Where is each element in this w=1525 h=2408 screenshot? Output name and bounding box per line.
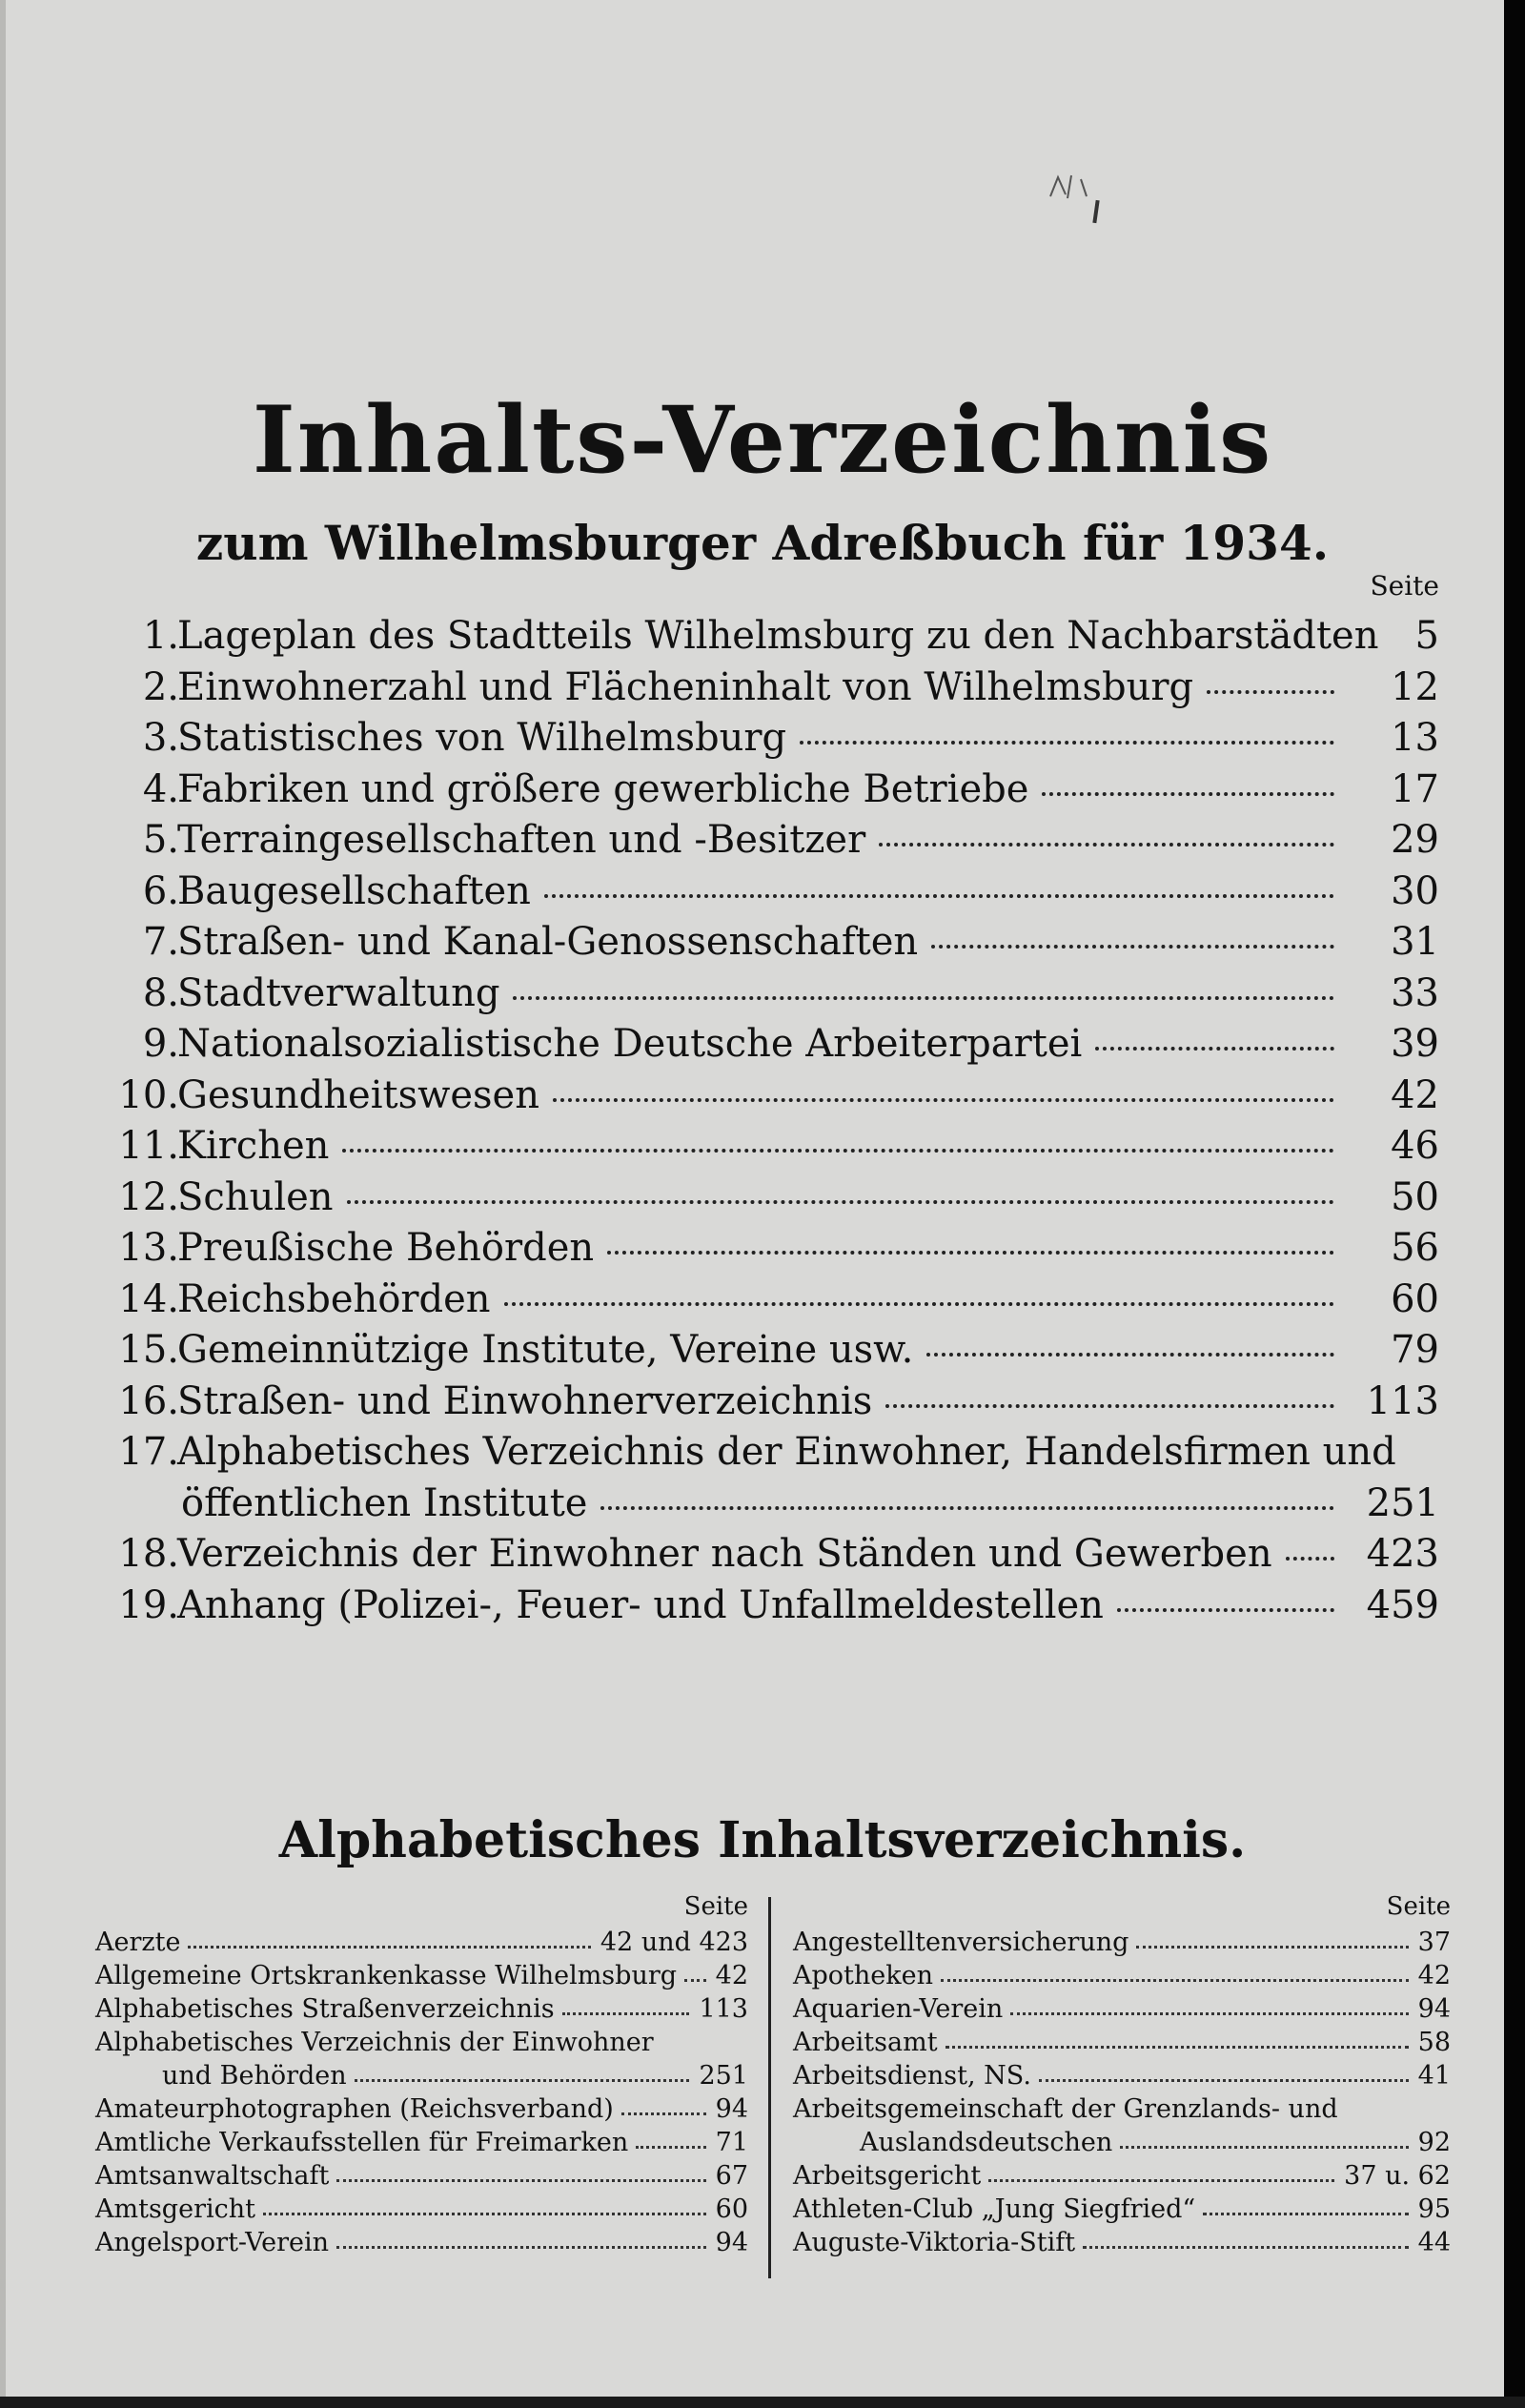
index-entry-page: 113 <box>699 1994 748 2024</box>
toc-entry-page: 13 <box>1391 716 1439 760</box>
toc-entry-page: 42 <box>1391 1073 1439 1117</box>
index-entry-title: Amateurphotographen (Reichsverband) <box>95 2094 614 2124</box>
toc-leader-dots <box>347 1200 1334 1204</box>
toc-entry-title: Gemeinnützige Institute, Vereine usw. <box>177 1328 914 1372</box>
alphabetical-index-right-column <box>793 1888 1451 2259</box>
toc-entry-page: 113 <box>1366 1379 1439 1423</box>
index-leader-dots <box>636 2146 706 2149</box>
toc-entry-number: 13. <box>118 1226 179 1270</box>
index-leader-dots <box>941 1979 1409 1982</box>
toc-entry-title: Fabriken und größere gewerbliche Betriebe <box>177 767 1029 811</box>
toc-entry-number: 18. <box>118 1532 179 1576</box>
toc-entry-title: Statistisches von Wilhelmsburg <box>177 716 787 760</box>
index-entry-title: und Behörden <box>162 2061 347 2091</box>
index-entry-page: 94 <box>715 2094 748 2124</box>
index-entry-title: Arbeitsgericht <box>793 2161 982 2191</box>
toc-entry <box>95 1222 1439 1274</box>
toc-entry-number: 11. <box>118 1124 179 1168</box>
seite-label-left: Seite <box>683 1892 748 1921</box>
toc-entry <box>95 1120 1439 1172</box>
index-leader-dots <box>336 2179 706 2182</box>
index-entry <box>95 2193 748 2226</box>
toc-entry-page: 60 <box>1391 1277 1439 1321</box>
index-entry-page: 95 <box>1417 2194 1451 2224</box>
toc-entry-page: 12 <box>1391 665 1439 709</box>
index-entry-page: 42 <box>715 1961 748 1990</box>
toc-entry <box>95 1018 1439 1070</box>
seite-label-right: Seite <box>1386 1892 1451 1921</box>
pencil-mark <box>1048 172 1106 200</box>
index-entry <box>95 2092 748 2126</box>
index-entry-title: Arbeitsgemeinschaft der Grenzlands- und <box>793 2094 1338 2124</box>
page-left-edge <box>0 0 6 2408</box>
index-entry-page: 71 <box>715 2128 748 2157</box>
toc-entry-title: Terraingesellschaften und -Besitzer <box>177 818 866 862</box>
toc-leader-dots <box>885 1404 1334 1408</box>
toc-entry-number: 6. <box>142 869 179 913</box>
index-entry-title: Alphabetisches Verzeichnis der Einwohner <box>95 2028 654 2057</box>
index-leader-dots <box>263 2213 706 2215</box>
index-entry <box>793 1992 1451 2026</box>
toc-entry-title: Nationalsozialistische Deutsche Arbeiterpartei <box>177 1022 1083 1066</box>
toc-entry <box>95 662 1439 713</box>
index-leader-dots <box>1203 2213 1409 2215</box>
index-entry-page: 58 <box>1417 2028 1451 2057</box>
toc-entry-page: 56 <box>1391 1226 1439 1270</box>
index-entry <box>95 2159 748 2193</box>
toc-entry <box>95 866 1439 917</box>
toc-entry-title: Schulen <box>177 1175 334 1219</box>
toc-entry-title: Preußische Behörden <box>177 1226 595 1270</box>
toc-entry-page: 50 <box>1391 1175 1439 1219</box>
toc-entry-number: 8. <box>142 971 179 1015</box>
toc-entry-title: Straßen- und Einwohnerverzeichnis <box>177 1379 873 1423</box>
index-entry-page: 37 <box>1417 1928 1451 1957</box>
index-entry-page: 44 <box>1417 2228 1451 2257</box>
index-entry <box>793 1926 1451 1959</box>
index-entry-title: Amtsanwaltschaft <box>95 2161 330 2191</box>
index-entry <box>793 2193 1451 2226</box>
toc-entry-page: 30 <box>1391 869 1439 913</box>
toc-entry-page: 5 <box>1414 614 1439 658</box>
index-entry-title: Angestelltenversicherung <box>793 1928 1129 1957</box>
toc-entry-page: 423 <box>1366 1532 1439 1576</box>
index-leader-dots <box>621 2112 706 2115</box>
toc-entry-number: 10. <box>118 1073 179 1117</box>
index-leader-dots <box>562 2012 689 2015</box>
toc-leader-dots <box>544 894 1334 898</box>
index-entry-title: Arbeitsdienst, NS. <box>793 2061 1031 2091</box>
toc-entry <box>95 1580 1439 1631</box>
index-entry-page: 41 <box>1417 2061 1451 2091</box>
index-leader-dots <box>355 2079 689 2082</box>
index-entry <box>95 2126 748 2159</box>
toc-entry <box>95 1172 1439 1223</box>
toc-entry-page: 46 <box>1391 1124 1439 1168</box>
toc-entry-page: 31 <box>1391 920 1439 964</box>
toc-entry-number: 7. <box>142 920 179 964</box>
page-subtitle: zum Wilhelmsburger Adreßbuch für 1934. <box>195 515 1330 571</box>
toc-entry-number: 16. <box>118 1379 179 1423</box>
index-leader-dots <box>1010 2012 1409 2015</box>
index-entry-page: 94 <box>715 2228 748 2257</box>
toc-entry <box>95 968 1439 1019</box>
index-entry-title: Auslandsdeutschen <box>860 2128 1113 2157</box>
toc-entry-number: 3. <box>142 716 179 760</box>
toc-leader-dots <box>879 843 1334 847</box>
index-entry <box>95 1926 748 1959</box>
toc-entry-title: Alphabetisches Verzeichnis der Einwohner, Handelsfirmen und <box>177 1430 1396 1474</box>
toc-entry-title: Gesundheitswesen <box>177 1073 539 1117</box>
toc-leader-dots <box>1095 1047 1334 1051</box>
toc-entry-title: Kirchen <box>177 1124 330 1168</box>
toc-leader-dots <box>342 1149 1334 1153</box>
toc-entry <box>95 1478 1439 1529</box>
toc-entry <box>95 1426 1439 1478</box>
toc-entry <box>95 764 1439 815</box>
index-entry-title: Amtsgericht <box>95 2194 255 2224</box>
toc-entry-title: öffentlichen Institute <box>181 1481 588 1525</box>
index-leader-dots <box>1083 2246 1409 2249</box>
toc-entry <box>95 916 1439 968</box>
toc-entry-number: 19. <box>118 1583 179 1627</box>
index-entry <box>793 2226 1451 2259</box>
toc-entry-number: 4. <box>142 767 179 811</box>
index-entry-title: Aerzte <box>95 1928 181 1957</box>
toc-leader-dots <box>800 741 1334 745</box>
toc-entry-number: 12. <box>118 1175 179 1219</box>
toc-entry <box>95 712 1439 764</box>
toc-entry <box>95 1324 1439 1376</box>
index-entry-page: 37 u. 62 <box>1344 2161 1451 2191</box>
toc-leader-dots <box>553 1098 1334 1102</box>
toc-leader-dots <box>607 1251 1334 1255</box>
toc-entry-page: 17 <box>1391 767 1439 811</box>
toc-entry-title: Baugesellschaften <box>177 869 531 913</box>
index-leader-dots <box>188 1946 591 1949</box>
index-entry <box>793 2126 1451 2159</box>
toc-leader-dots <box>1207 690 1334 694</box>
toc-entry-title: Verzeichnis der Einwohner nach Ständen und Gewerben <box>177 1532 1272 1576</box>
index-entry-page: 67 <box>715 2161 748 2191</box>
index-entry <box>793 2059 1451 2092</box>
toc-entry-page: 29 <box>1391 818 1439 862</box>
index-entry-title: Angelsport-Verein <box>95 2228 330 2257</box>
index-entry-title: Aquarien-Verein <box>793 1994 1004 2024</box>
toc-entry-page: 79 <box>1391 1328 1439 1372</box>
toc-entry-number: 1. <box>142 614 179 658</box>
index-entry-title: Arbeitsamt <box>793 2028 938 2057</box>
index-entry-page: 251 <box>699 2061 748 2091</box>
toc-leader-dots <box>504 1302 1334 1306</box>
index-entry <box>793 2159 1451 2193</box>
toc-entry <box>95 1274 1439 1325</box>
toc-leader-dots <box>1042 792 1334 796</box>
toc-entry <box>95 1070 1439 1121</box>
index-entry <box>95 2226 748 2259</box>
alphabetical-index-left-column <box>95 1888 748 2259</box>
index-leader-dots <box>1136 1946 1409 1949</box>
toc-entry-page: 251 <box>1366 1481 1439 1525</box>
index-entry-page: 42 und 423 <box>600 1928 748 1957</box>
page-right-edge <box>1504 0 1525 2408</box>
toc-entry-title: Reichsbehörden <box>177 1277 491 1321</box>
toc-entry-title: Einwohnerzahl und Flächeninhalt von Wilhelmsburg <box>177 665 1194 709</box>
toc-entry-number: 17. <box>118 1430 179 1474</box>
toc-entry <box>95 814 1439 866</box>
index-entry <box>793 2026 1451 2059</box>
index-leader-dots <box>1120 2146 1409 2149</box>
page-bottom-edge <box>0 2397 1525 2408</box>
toc-entry-title: Anhang (Polizei-, Feuer- und Unfallmeldestellen <box>177 1583 1104 1627</box>
toc-leader-dots <box>1286 1557 1334 1561</box>
index-leader-dots <box>1039 2079 1409 2082</box>
toc-entry-page: 459 <box>1366 1583 1439 1627</box>
toc-entry-title: Lageplan des Stadtteils Wilhelmsburg zu den Nachbarstädten <box>177 614 1379 658</box>
toc-entry <box>95 1528 1439 1580</box>
index-entry-title: Apotheken <box>793 1961 933 1990</box>
column-divider <box>768 1897 771 2278</box>
index-entry-title: Athleten-Club „Jung Siegfried“ <box>793 2194 1196 2224</box>
toc-leader-dots <box>513 996 1334 1000</box>
index-entry <box>95 2059 748 2092</box>
index-leader-dots <box>336 2246 706 2249</box>
index-entry <box>793 2092 1451 2126</box>
index-entry-page: 60 <box>715 2194 748 2224</box>
toc-entry-page: 39 <box>1391 1022 1439 1066</box>
index-entry <box>95 1992 748 2026</box>
toc-entry-title: Stadtverwaltung <box>177 971 500 1015</box>
toc-leader-dots <box>926 1353 1334 1357</box>
pencil-stroke <box>1092 200 1099 223</box>
index-entry <box>95 1959 748 1992</box>
toc-entry-number: 5. <box>142 818 179 862</box>
toc-entry-page: 33 <box>1391 971 1439 1015</box>
index-entry-page: 94 <box>1417 1994 1451 2024</box>
toc-entry-title: Straßen- und Kanal-Genossenschaften <box>177 920 919 964</box>
index-entry-title: Amtliche Verkaufsstellen für Freimarken <box>95 2128 629 2157</box>
alphabetical-index-title: Alphabetisches Inhaltsverzeichnis. <box>278 1811 1247 1869</box>
index-leader-dots <box>684 1979 706 1982</box>
toc-entry-number: 9. <box>142 1022 179 1066</box>
toc-leader-dots <box>931 945 1334 949</box>
index-entry-title: Allgemeine Ortskrankenkasse Wilhelmsburg <box>95 1961 678 1990</box>
index-entry-title: Auguste-Viktoria-Stift <box>793 2228 1076 2257</box>
toc-entry-number: 14. <box>118 1277 179 1321</box>
toc-entry-number: 15. <box>118 1328 179 1372</box>
toc-entry-number: 2. <box>142 665 179 709</box>
index-entry-title: Alphabetisches Straßenverzeichnis <box>95 1994 555 2024</box>
toc-leader-dots <box>600 1506 1334 1510</box>
index-entry <box>95 2026 748 2059</box>
page-title: Inhalts-Verzeichnis <box>252 386 1273 494</box>
toc-entry <box>95 1376 1439 1427</box>
index-entry <box>793 1959 1451 1992</box>
index-entry-page: 42 <box>1417 1961 1451 1990</box>
index-leader-dots <box>946 2046 1409 2049</box>
index-leader-dots <box>988 2179 1334 2182</box>
seite-column-header: Seite <box>1370 570 1439 602</box>
index-entry-page: 92 <box>1417 2128 1451 2157</box>
toc-entry <box>95 610 1439 662</box>
toc-leader-dots <box>1117 1608 1334 1612</box>
